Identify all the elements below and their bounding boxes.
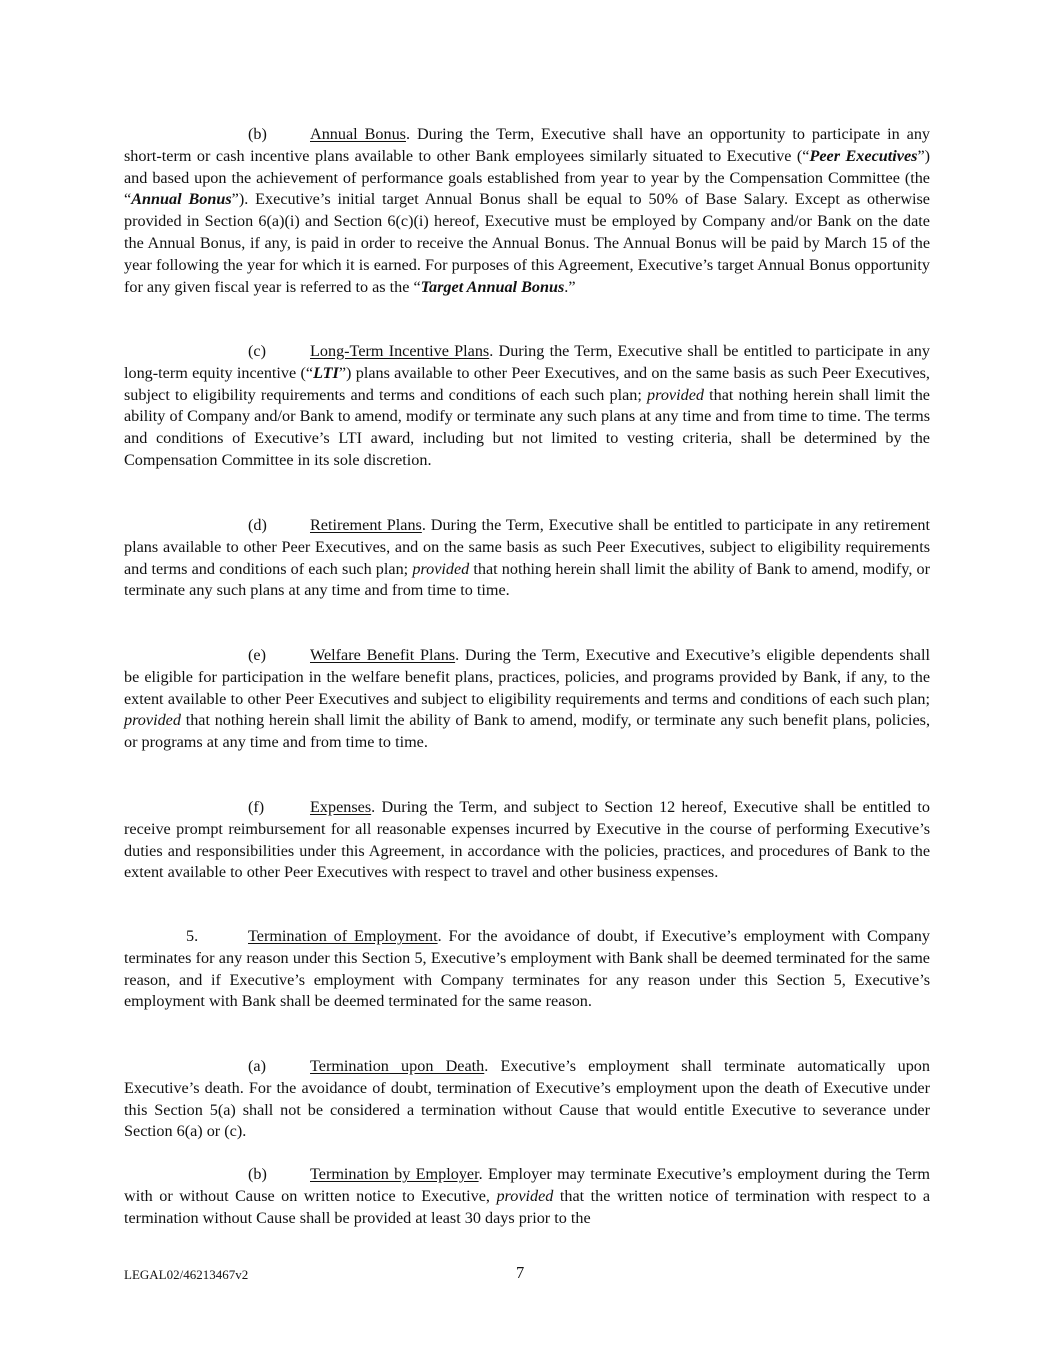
- italic-term: provided: [496, 1186, 554, 1205]
- defined-term: Annual Bonus: [131, 190, 232, 209]
- paragraph-text: . Executive’s employment shall terminate automatically upon Executive’s death. For the avoidance of doubt, termination of Executive’s employment upon the death of Executive under this Section 5(a) shall not be considered a termination without Cause that would entitle Executive to severance under Section 6(a) or (c).: [124, 1057, 930, 1141]
- italic-term: provided: [124, 711, 181, 730]
- paragraph-text: . During the Term, Executive shall have an opportunity to participate in any short-term or cash incentive plans available to other Bank employees similarly situated to Executive (“: [124, 125, 931, 165]
- italic-term: provided: [647, 385, 704, 404]
- section-label: (a): [248, 1057, 266, 1075]
- section-label: (f): [248, 798, 265, 816]
- paragraph-text: . During the Term, and subject to Section 12 hereof, Executive shall be entitled to receive prompt reimbursement for all reasonable expenses incurred by Executive in the course of performing Executive’s duties and responsibilities under this Agreement, in accordance with the policies, practices, and procedures of Bank to the extent available to other Peer Executives with respect to travel and other business expenses.: [124, 798, 930, 882]
- paragraph-termination-of-employment: [124, 926, 930, 1013]
- paragraph-text: . During the Term, Executive and Executive’s eligible dependents shall be eligible for participation in the welfare benefit plans, practices, policies, and programs provided by Bank, if any, to the extent available to other Peer Executives and subject to eligibility requirements and terms and conditions of each such plan;: [124, 646, 930, 708]
- section-heading: Long-Term Incentive Plans: [310, 342, 490, 360]
- paragraph-text: . During the Term, Executive shall be entitled to participate in any long-term equity incentive (“: [124, 342, 930, 382]
- paragraph-text: that nothing herein shall limit the ability of Company and/or Bank to amend, modify or terminate any such plans at any time and from time to time. The terms and conditions of Executive’s LTI award, including but not limited to vesting criteria, shall be determined by the Compensation Committee in its sole discretion.: [124, 385, 930, 469]
- paragraph-termination-by-employer: [124, 1164, 930, 1229]
- paragraph-expenses: [124, 797, 930, 884]
- section-heading: Termination by Employer: [310, 1165, 479, 1183]
- section-label: (b): [248, 125, 267, 143]
- section-heading: Welfare Benefit Plans: [310, 646, 456, 664]
- defined-term: Target Annual Bonus: [420, 277, 565, 296]
- paragraph-text: ”). Executive’s initial target Annual Bonus shall be equal to 50% of Base Salary. Except as otherwise provided in Section 6(a)(i) and Section 6(c)(i) hereof, Executive must be employed by Company and/or Bank on the date the Annual Bonus, if any, is paid in order to receive the Annual Bonus. The Annual Bonus will be paid by March 15 of the year following the year for which it is earned. For purposes of this Agreement, Executive’s target Annual Bonus opportunity for any given fiscal year is referred to as the “: [124, 190, 930, 296]
- paragraph-text: . For the avoidance of doubt, if Executive’s employment with Company terminates for any reason under this Section 5, Executive’s employment with Bank shall be deemed terminated for the same reason, and if Executive’s employment with Company terminates for any reason under this Section 5, Executive’s employment with Bank shall be deemed terminated for the same reason.: [124, 927, 930, 1011]
- section-heading: Retirement Plans: [310, 516, 422, 534]
- section-label: (d): [248, 516, 267, 534]
- section-label: (e): [248, 646, 266, 664]
- paragraph-termination-upon-death: [124, 1056, 930, 1143]
- paragraph-text: ”) plans available to other Peer Executives, and on the same basis as such Peer Executives, subject to eligibility requirements and terms and conditions of each such plan;: [124, 363, 930, 404]
- paragraph-retirement-plans: [124, 515, 930, 602]
- section-heading: Termination upon Death: [310, 1057, 485, 1075]
- paragraph-text: that the written notice of termination with respect to a termination without Cause shall be provided at least 30 days prior to the: [124, 1186, 931, 1227]
- defined-term: Peer Executives: [809, 146, 918, 165]
- paragraph-annual-bonus: [124, 124, 930, 298]
- footer-page-number: 7: [516, 1263, 525, 1282]
- section-label: (c): [248, 342, 266, 360]
- footer-document-id: LEGAL02/46213467v2: [124, 1267, 249, 1282]
- paragraph-text: ”) and based upon the achievement of performance goals established from year to year by the Compensation Committee (the “: [124, 146, 931, 209]
- paragraph-text: .”: [564, 277, 576, 296]
- italic-term: provided: [412, 559, 470, 578]
- paragraph-welfare-benefit: [124, 645, 930, 754]
- section-number: 5.: [186, 927, 199, 945]
- paragraph-text: that nothing herein shall limit the ability of Bank to amend, modify, or terminate any such plans at any time and from time to time.: [124, 559, 931, 600]
- section-label: (b): [248, 1165, 267, 1183]
- section-heading: Termination of Employment: [248, 927, 438, 945]
- defined-term: LTI: [313, 363, 339, 382]
- paragraph-text: . During the Term, Executive shall be entitled to participate in any retirement plans available to other Peer Executives, and on the same basis as such Peer Executives, subject to eligibility requirements and terms and conditions of each such plan;: [124, 516, 930, 578]
- paragraph-text: . Employer may terminate Executive’s employment during the Term with or without Cause on written notice to Executive,: [124, 1165, 930, 1205]
- paragraph-text: that nothing herein shall limit the ability of Bank to amend, modify, or terminate any such benefit plans, policies, or programs at any time and from time to time.: [124, 711, 930, 752]
- section-heading: Annual Bonus: [310, 125, 406, 143]
- paragraph-long-term-incentive: [124, 341, 930, 472]
- section-heading: Expenses: [310, 798, 372, 816]
